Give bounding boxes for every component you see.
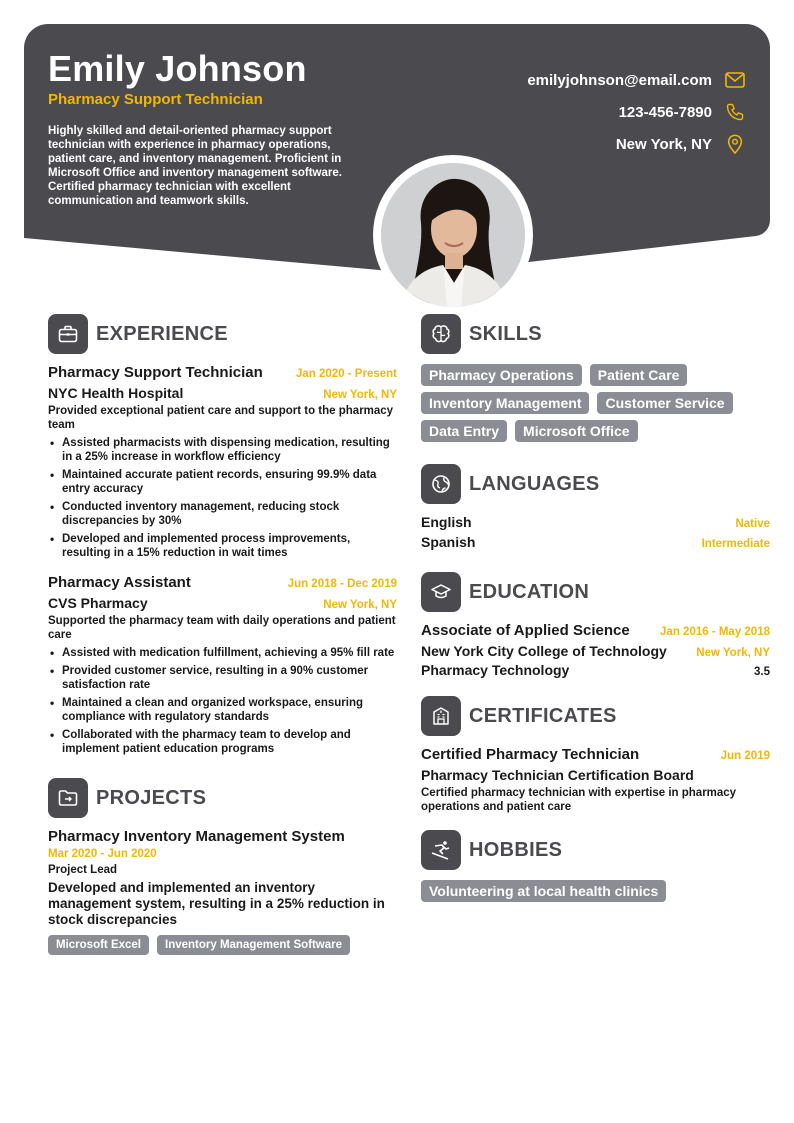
experience-section	[48, 314, 397, 756]
candidate-name: Emily Johnson	[48, 48, 307, 89]
job-role: Pharmacy Assistant	[48, 574, 191, 591]
hobbies-section	[421, 830, 770, 902]
projects-section	[48, 778, 397, 955]
job-company: NYC Health Hospital	[48, 385, 184, 401]
contact-info	[527, 64, 746, 160]
school-location: New York, NY	[696, 647, 770, 659]
job-bullet: • Maintained a clean and organized workspace, ensuring compliance with regulatory standards	[48, 696, 397, 724]
job-bullet: • Maintained accurate patient records, ensuring 99.9% data entry accuracy	[48, 468, 397, 496]
job-bullet: • Assisted pharmacists with dispensing medication, resulting in a 25% increase in workflow efficiency	[48, 436, 397, 464]
job-bullet: • Conducted inventory management, reducing stock discrepancies by 30%	[48, 500, 397, 528]
certificates-section	[421, 696, 770, 814]
education-header	[421, 572, 770, 612]
contact-email[interactable]	[527, 64, 746, 96]
job-description: Supported the pharmacy team with daily operations and patient care	[48, 615, 396, 641]
project-role: Project Lead	[48, 864, 118, 876]
contact-location	[527, 128, 746, 160]
certificate-title: Certified Pharmacy Technician	[421, 746, 640, 763]
gpa: 3.5	[754, 666, 770, 678]
project-item	[48, 828, 397, 955]
profile-summary: Highly skilled and detail-oriented pharmacy support technician with experience in pharmacy operations, patient care, and inventory management. Proficient in Microsoft Office and inventory management software. Certified pharmacy technician with excellent communication and teamwork skills.	[48, 125, 342, 207]
skill-tag: Customer Service	[597, 392, 732, 414]
left-column	[48, 314, 397, 977]
profile-photo	[381, 163, 525, 307]
experience-item	[48, 364, 397, 560]
certificate-date: Jun 2019	[720, 750, 770, 762]
job-location: New York, NY	[323, 599, 397, 611]
job-bullets	[48, 646, 397, 756]
field-of-study: Pharmacy Technology	[421, 662, 570, 678]
contact-phone[interactable]	[527, 96, 746, 128]
building-icon	[421, 696, 461, 736]
job-bullets	[48, 436, 397, 560]
language-level: Native	[735, 518, 770, 530]
experience-title: EXPERIENCE	[96, 322, 228, 345]
project-tag: Inventory Management Software	[157, 935, 350, 955]
school-name: New York City College of Technology	[421, 643, 667, 659]
job-company: CVS Pharmacy	[48, 595, 148, 611]
certificate-issuer: Pharmacy Technician Certification Board	[421, 767, 694, 783]
job-date: Jan 2020 - Present	[295, 368, 397, 380]
certificate-description: Certified pharmacy technician with expertise in pharmacy operations and patient care	[421, 787, 737, 813]
project-description: Developed and implemented an inventory management system, resulting in a 25% reduction in stock discrepancies	[48, 880, 385, 927]
languages-header	[421, 464, 770, 504]
profile-photo-frame	[373, 155, 533, 315]
projects-title: PROJECTS	[96, 786, 207, 809]
skiing-icon	[421, 830, 461, 870]
project-date: Mar 2020 - Jun 2020	[48, 848, 157, 860]
job-bullet: • Developed and implemented process improvements, resulting in a 15% reduction in wait times	[48, 532, 397, 560]
project-title: Pharmacy Inventory Management System	[48, 828, 345, 845]
hobbies-header	[421, 830, 770, 870]
skill-tag: Inventory Management	[421, 392, 589, 414]
job-location: New York, NY	[323, 389, 397, 401]
graduation-cap-icon	[421, 572, 461, 612]
language-name: Spanish	[421, 534, 476, 550]
project-tag: Microsoft Excel	[48, 935, 149, 955]
skills-header	[421, 314, 770, 354]
skill-tag: Data Entry	[421, 420, 507, 442]
job-role: Pharmacy Support Technician	[48, 364, 263, 381]
skills-title: SKILLS	[469, 322, 542, 345]
hobbies-title: HOBBIES	[469, 838, 563, 861]
map-pin-icon	[724, 133, 746, 155]
degree: Associate of Applied Science	[421, 622, 630, 639]
experience-header	[48, 314, 397, 354]
certificates-header	[421, 696, 770, 736]
certificates-title: CERTIFICATES	[469, 704, 617, 727]
mail-icon	[724, 69, 746, 91]
skill-tag: Patient Care	[590, 364, 688, 386]
job-bullet: • Provided customer service, resulting in a 90% customer satisfaction rate	[48, 664, 397, 692]
skill-tag: Pharmacy Operations	[421, 364, 582, 386]
briefcase-icon	[48, 314, 88, 354]
email-text[interactable]: emilyjohnson@email.com	[527, 71, 712, 89]
project-tags	[48, 935, 397, 955]
language-row	[421, 514, 770, 534]
languages-section	[421, 464, 770, 554]
language-row	[421, 534, 770, 554]
candidate-title: Pharmacy Support Technician	[48, 91, 263, 108]
folder-icon	[48, 778, 88, 818]
hobby-tags	[421, 880, 770, 902]
education-date: Jan 2016 - May 2018	[660, 626, 770, 638]
job-description: Provided exceptional patient care and support to the pharmacy team	[48, 405, 394, 431]
globe-icon	[421, 464, 461, 504]
experience-item	[48, 574, 397, 756]
languages-title: LANGUAGES	[469, 472, 600, 495]
projects-header	[48, 778, 397, 818]
skill-tags	[421, 364, 770, 442]
brain-icon	[421, 314, 461, 354]
skill-tag: Microsoft Office	[515, 420, 638, 442]
education-title: EDUCATION	[469, 580, 590, 603]
language-level: Intermediate	[701, 538, 770, 550]
language-name: English	[421, 514, 472, 530]
phone-text[interactable]: 123-456-7890	[618, 103, 712, 121]
location-text: New York, NY	[615, 135, 712, 153]
job-date: Jun 2018 - Dec 2019	[287, 578, 397, 590]
hobby-tag: Volunteering at local health clinics	[421, 880, 666, 902]
skills-section	[421, 314, 770, 442]
job-bullet: • Collaborated with the pharmacy team to develop and implement patient education programs	[48, 728, 397, 756]
education-section	[421, 572, 770, 678]
phone-icon	[724, 101, 746, 123]
job-bullet: • Assisted with medication fulfillment, achieving a 95% fill rate	[48, 646, 397, 660]
right-column	[421, 314, 770, 924]
